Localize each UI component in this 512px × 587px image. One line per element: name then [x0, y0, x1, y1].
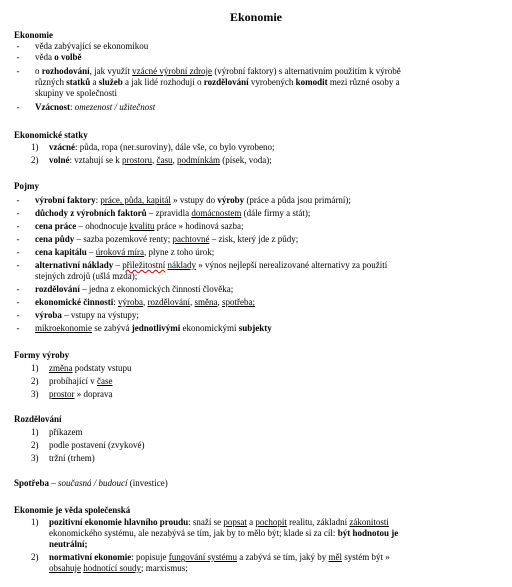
list-item: tržní (trhem)	[49, 453, 95, 463]
list-number: 3)	[31, 389, 39, 399]
item-bold: Vzácnost	[35, 102, 70, 112]
list-item-line: skupiny ve společnosti	[35, 88, 117, 98]
item-bold: vzácné	[49, 142, 75, 152]
bullet-dash: -	[16, 297, 20, 307]
list-item: výroba – vstupy na výstupy;	[35, 310, 139, 320]
item-text: věda zabývající se ekonomikou	[35, 41, 149, 51]
list-item: Vzácnost: omezenost / užitečnost	[35, 102, 156, 112]
bullet-dash: -	[16, 310, 20, 320]
bullet-dash: -	[16, 284, 20, 294]
list-item: cena kapitálu – úroková míra, plyne z toho úrok;	[35, 247, 215, 257]
spotreba-line: Spotřeba – současná / budoucí (investice)	[14, 478, 168, 488]
bullet-dash: -	[16, 247, 20, 257]
section-heading-pojmy: Pojmy	[14, 181, 39, 191]
bullet-dash: -	[16, 260, 20, 270]
section-heading-statky: Ekonomické statky	[14, 130, 88, 140]
item-text: věda	[35, 52, 55, 62]
list-number: 3)	[31, 453, 39, 463]
list-item-line: různých statků a služeb a jak lidé rozhodují o rozdělování vyrobených komodit mezi různé osoby a	[35, 77, 400, 87]
list-item: volné: vztahují se k prostoru, času, podmínkám (písek, voda);	[49, 155, 272, 165]
list-item-line: o rozhodování, jak využít vzácné výrobní zdroje (výrobní faktory) s alternativním použitím k výrobě	[35, 66, 401, 76]
list-item: vzácné: půda, ropa (ner.suroviny), dále vše, co bylo vyrobeno;	[49, 142, 275, 152]
section-heading-rozdelovani: Rozdělování	[14, 414, 62, 424]
item-bold: volné	[49, 155, 70, 165]
list-item	[35, 41, 148, 52]
list-item: rozdělování – jedna z ekonomických činností člověka;	[35, 284, 234, 294]
list-number: 2)	[31, 552, 39, 562]
list-item: mikroekonomie se zabývá jednotlivými ekonomickými subjekty	[35, 323, 272, 333]
bullet-dash: -	[16, 66, 20, 76]
list-item: příkazem	[49, 427, 83, 437]
list-item	[35, 52, 82, 63]
list-item: prostor » doprava	[49, 389, 113, 399]
bullet-dash: -	[16, 323, 20, 333]
list-item: alternativní náklady – přiležitostní náklady » výnos nejlepší nerealizované alternativy za použití	[35, 260, 388, 270]
list-item-line: stejných zdrojů (ušlá mzda);	[35, 271, 138, 281]
list-item: probíhající v čase	[49, 376, 113, 386]
list-item-line: obsahuje hodnotící soudy; marxismus;	[49, 563, 188, 573]
list-item: cena půdy – sazba pozemkové renty; pachtovné – zisk, který jde z půdy;	[35, 234, 299, 244]
list-number: 1)	[31, 142, 39, 152]
list-item: normativní ekonomie: popisuje fungování systému a zabývá se tím, jaký by měl systém být »	[49, 552, 390, 562]
bullet-dash: -	[16, 41, 20, 51]
list-item-line: ekonomického systému, ale nezabývá se tím, jak by to mělo být; klade si za cíl: být hodnotou je	[49, 528, 399, 538]
bullet-dash: -	[16, 234, 20, 244]
list-item: ekonomické činnosti: výroba, rozdělování, směna, spotřeba;	[35, 297, 256, 307]
section-heading-ekonomie: Ekonomie	[14, 30, 54, 40]
list-number: 1)	[31, 427, 39, 437]
list-number: 1)	[31, 363, 39, 373]
list-item: změna podstaty vstupu	[49, 363, 132, 373]
list-number: 2)	[31, 155, 39, 165]
list-item-line: neutrální;	[49, 539, 88, 549]
list-item: důchody z výrobních faktorů – zpravidla domácnostem (dále firmy a stát);	[35, 208, 311, 218]
bullet-dash: -	[16, 195, 20, 205]
item-bold: o volbě	[54, 52, 82, 62]
list-item: cena práce – ohodnocuje kvalitu práce » hodinová sazba;	[35, 221, 244, 231]
spotreba-label: Spotřeba	[14, 478, 50, 488]
bullet-dash: -	[16, 102, 20, 112]
page-title: Ekonomie	[229, 10, 282, 24]
list-item: výrobní faktory: práce, půda, kapitál » vstupy do výroby (práce a půda jsou primární);	[35, 195, 351, 205]
bullet-dash: -	[16, 221, 20, 231]
list-number: 1)	[31, 517, 39, 527]
list-number: 2)	[31, 440, 39, 450]
list-item: pozitivní ekonomie hlavního proudu: snaží se popsat a pochopit realitu, základní zákonitosti	[49, 517, 389, 527]
list-number: 2)	[31, 376, 39, 386]
list-item: podle postavení (zvykové)	[49, 440, 145, 450]
bullet-dash: -	[16, 52, 20, 62]
section-heading-spolecenska: Ekonomie je věda společenská	[14, 505, 131, 515]
bullet-dash: -	[16, 208, 20, 218]
section-heading-formy: Formy výroby	[14, 350, 70, 360]
